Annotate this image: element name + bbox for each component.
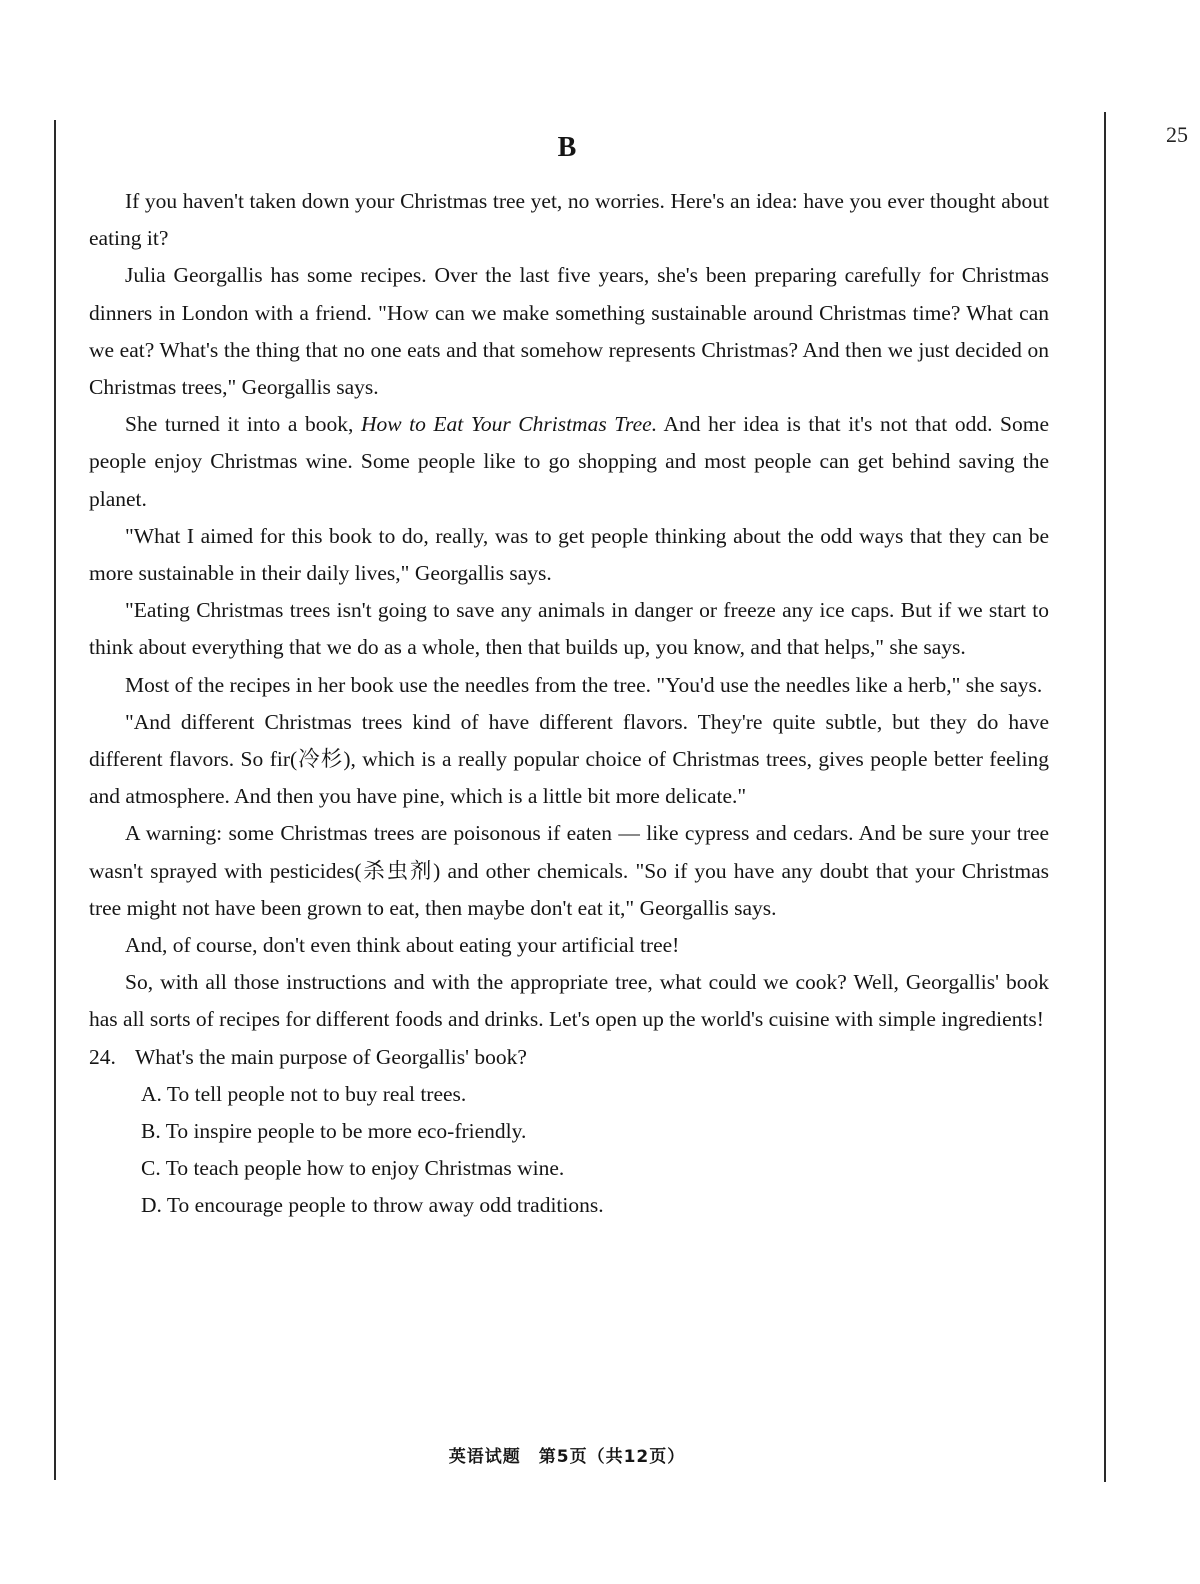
answer-options — [89, 1076, 1049, 1225]
paragraph-2: Julia Georgallis has some recipes. Over the last five years, she's been preparing carefully for Christmas dinners in London with a friend. "How can we make something sustainable around Christmas time? What can we eat? What's the thing that no one eats and that somehow represents Christmas? And then we just decided on Christmas trees," Georgallis says. — [89, 263, 1049, 400]
question-24 — [89, 1039, 1049, 1076]
paragraph-3-rest: And her idea is that it's not that odd. Some people enjoy Christmas wine. Some people like to go shopping and most people can get behind saving the planet. — [89, 412, 1049, 511]
paragraph-6: Most of the recipes in her book use the needles from the tree. "You'd use the needles like a herb," she says. — [125, 672, 1043, 697]
paragraph-4: "What I aimed for this book to do, really, was to get people thinking about the odd ways that they can be more sustainable in their daily lives," Georgallis says. — [89, 523, 1049, 586]
paragraph-1: If you haven't taken down your Christmas tree yet, no worries. Here's an idea: have you ever thought about eating it? — [89, 189, 1049, 251]
page-footer: 英语试题 第5页（共12页） — [448, 1447, 686, 1467]
question-number: 24. — [89, 1044, 116, 1069]
option-c[interactable]: C. To teach people how to enjoy Christmas wine. — [141, 1156, 565, 1181]
passage-body — [89, 183, 1049, 1225]
left-margin-rule — [54, 120, 56, 1480]
paragraph-8: A warning: some Christmas trees are poisonous if eaten — like cypress and cedars. And be sure your tree wasn't sprayed with pesticides(杀虫剂) and other chemicals. "So if you have any doubt that your Christmas tree might not have been grown to eat, then maybe don't eat it," Georgallis says. — [89, 821, 1049, 920]
question-text: What's the main purpose of Georgallis' book? — [135, 1044, 527, 1069]
option-a[interactable]: A. To tell people not to buy real trees. — [141, 1081, 467, 1106]
option-b[interactable]: B. To inspire people to be more eco-friendly. — [141, 1119, 527, 1144]
paragraph-3-intro: She turned it into a book, — [125, 412, 361, 437]
paragraph-10: So, with all those instructions and with the appropriate tree, what could we cook? Well, Georgallis' book has all sorts of recipes for different foods and drinks. Let's open up the world's cuisine with simple ingredients! — [89, 970, 1049, 1032]
paragraph-5: "Eating Christmas trees isn't going to save any animals in danger or freeze any ice caps. But if we start to think about everything that we do as a whole, then that builds up, you know, and that helps," she says. — [89, 598, 1049, 660]
paragraph-3 — [89, 406, 1049, 518]
right-margin-rule — [1104, 112, 1106, 1482]
paragraph-9: And, of course, don't even think about eating your artificial tree! — [125, 933, 680, 958]
section-heading: B — [557, 132, 577, 163]
option-d[interactable]: D. To encourage people to throw away odd traditions. — [141, 1193, 604, 1218]
paragraph-7: "And different Christmas trees kind of have different flavors. They're quite subtle, but they do have different flavors. So fir(冷杉), which is a really popular choice of Christmas trees, gives people better feeling and atmosphere. And then you have pine, which is a little bit more delicate." — [89, 709, 1049, 809]
margin-number: 25 — [1166, 122, 1188, 147]
book-title: How to Eat Your Christmas Tree. — [360, 412, 658, 437]
